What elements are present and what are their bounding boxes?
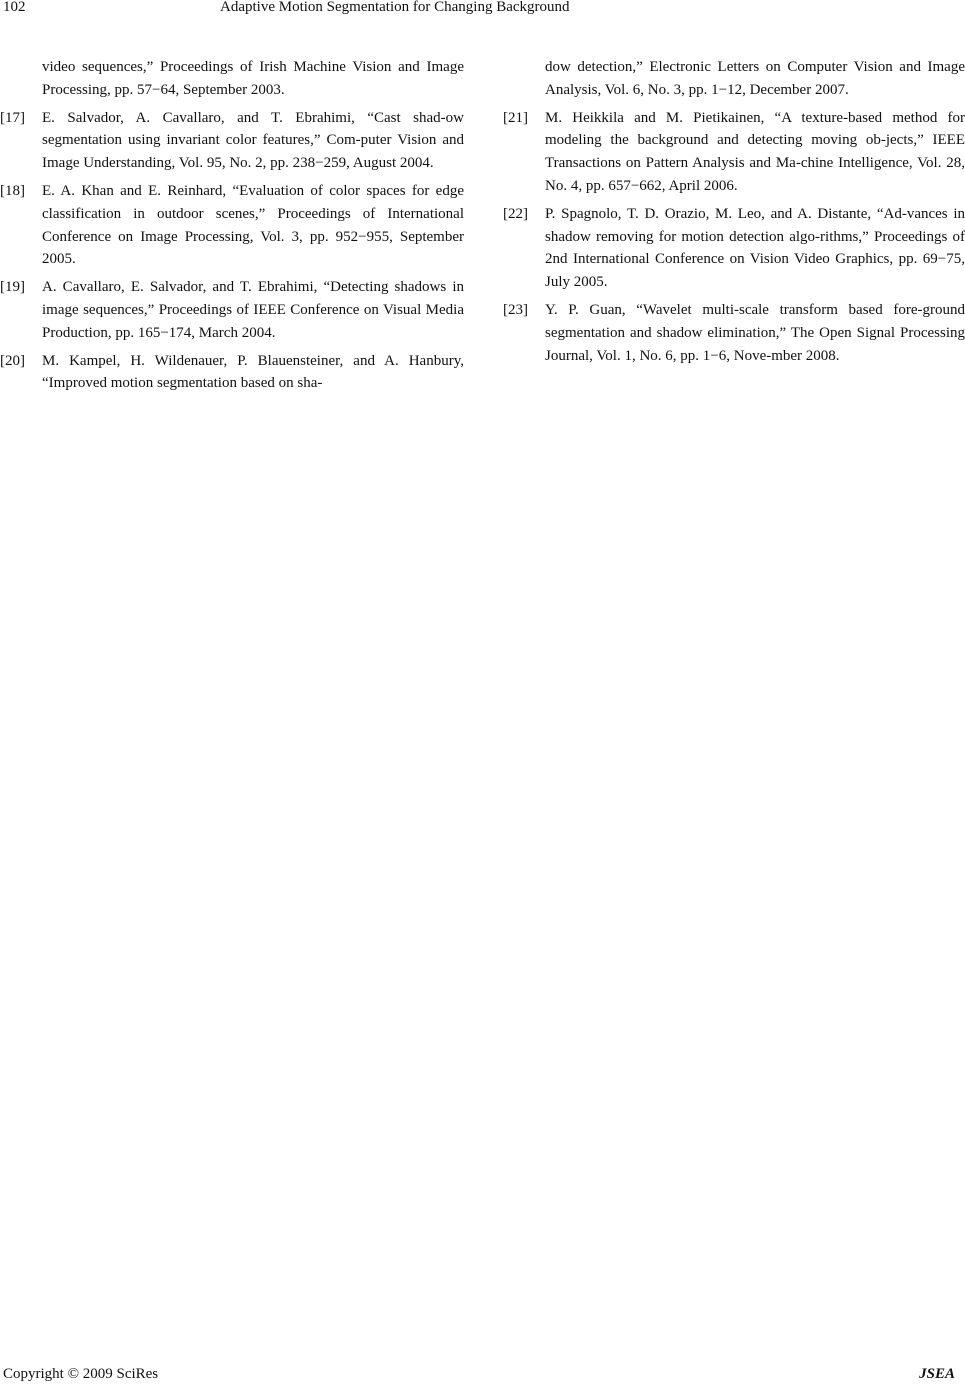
reference-17 [0,107,464,175]
reference-text: E. Salvador, A. Cavallaro, and T. Ebrahimi, “Cast shad-ow segmentation using invariant color features,” Com-puter Vision and Image Understanding, Vol. 95, No. 2, pp. 238−259, August 2004. [42,109,464,172]
reference-number: [23] [503,301,528,318]
footer-journal: JSEA [919,1366,955,1382]
left-column [0,56,464,400]
reference-continuation [0,56,464,102]
reference-22 [503,203,965,294]
reference-text: video sequences,” Proceedings of Irish Machine Vision and Image Processing, pp. 57−64, September 2003. [42,59,464,98]
reference-23 [503,299,965,367]
reference-text: A. Cavallaro, E. Salvador, and T. Ebrahimi, “Detecting shadows in image sequences,” Proceedings of IEEE Conference on Visual Media Production, pp. 165−174, March 2004. [42,279,464,341]
reference-text: Y. P. Guan, “Wavelet multi-scale transform based fore-ground segmentation and shadow elimination,” The Open Signal Processing Journal, Vol. 1, No. 6, pp. 1−6, Nove-mber 2008. [545,301,965,364]
running-title: Adaptive Motion Segmentation for Changing Background [220,0,570,15]
reference-18 [0,180,464,271]
page-number: 102 [3,0,26,15]
reference-number: [18] [0,182,25,199]
reference-20 [0,350,464,396]
reference-text: M. Kampel, H. Wildenauer, P. Blauensteiner, and A. Hanbury, “Improved motion segmentation based on sha- [42,352,464,392]
reference-19 [0,276,464,344]
right-column [503,56,965,372]
reference-text: dow detection,” Electronic Letters on Computer Vision and Image Analysis, Vol. 6, No. 3, pp. 1−12, December 2007. [545,59,965,98]
reference-text: P. Spagnolo, T. D. Orazio, M. Leo, and A. Distante, “Ad-vances in shadow removing for motion detection algo-rithms,” Proceedings of 2nd International Conference on Vision Video Graphics, pp. 69−75, July 2005. [545,205,965,291]
reference-number: [20] [0,352,25,369]
reference-text: M. Heikkila and M. Pietikainen, “A texture-based method for modeling the background and detecting moving ob-jects,” IEEE Transactions on Pattern Analysis and Ma-chine Intelligence, Vol. 28, No. 4, pp. 657−662, April 2006. [545,109,965,194]
reference-text: E. A. Khan and E. Reinhard, “Evaluation of color spaces for edge classification in outdoor scenes,” Proceedings of International Conference on Image Processing, Vol. 3, pp. 952−955, September 2005. [42,182,464,268]
reference-21 [503,107,965,198]
footer-copyright: Copyright © 2009 SciRes [3,1366,159,1382]
reference-number: [19] [0,279,25,296]
reference-continuation [503,56,965,102]
reference-number: [21] [503,109,528,126]
reference-number: [22] [503,205,528,222]
reference-number: [17] [0,109,25,126]
